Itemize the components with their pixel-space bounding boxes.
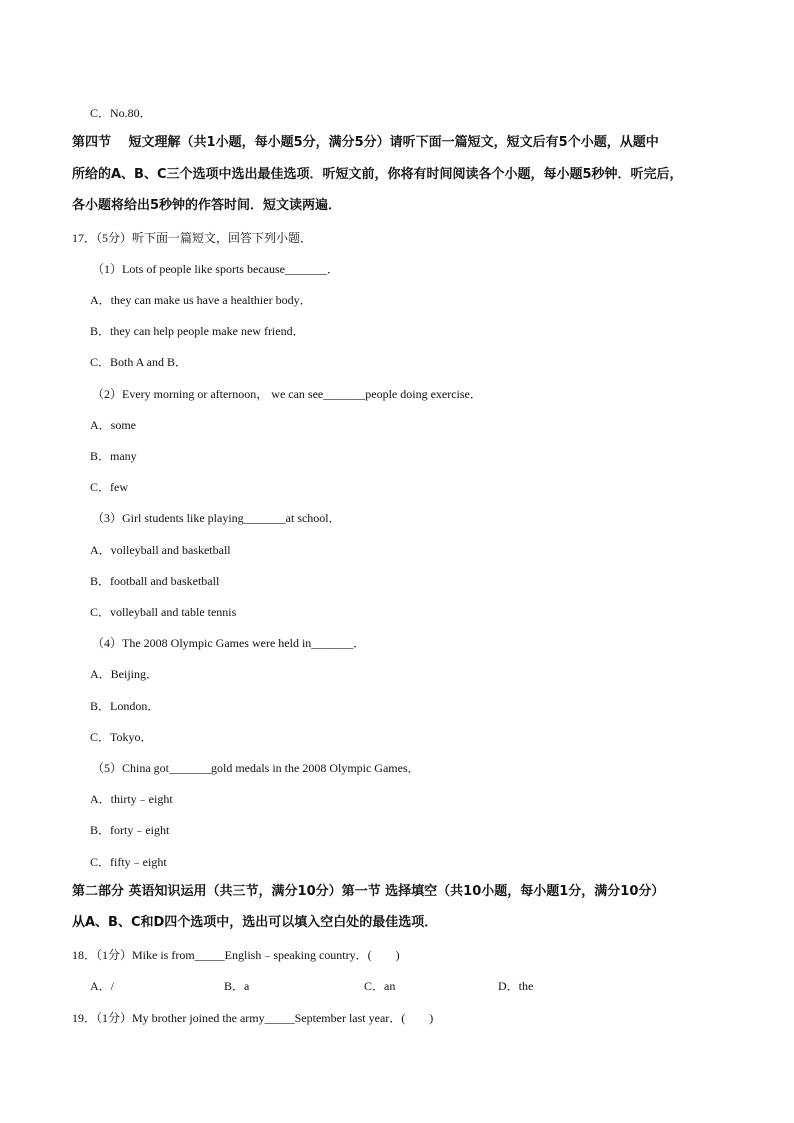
q17-sub1-option-b[interactable]: B．they can help people make new friend． (90, 324, 305, 338)
question-16-option-c: C．No.80． (90, 106, 152, 120)
q17-sub1-option-c[interactable]: C．Both A and B． (90, 355, 188, 369)
q17-sub5-option-c[interactable]: C．fifty﹣eight (90, 855, 167, 869)
question-18-stem: 18．（1分）Mike is from_____English﹣speaking country．( ) (72, 948, 400, 962)
section4-header-line3: 各小题将给出5秒钟的作答时间．短文读两遍． (72, 198, 342, 213)
q17-sub3-option-b[interactable]: B．football and basketball (90, 574, 220, 588)
q18-option-c[interactable]: C．an (364, 979, 396, 993)
question-19-stem: 19．（1分）My brother joined the army_____September last year．( ) (72, 1011, 434, 1025)
q17-sub1-stem: （1）Lots of people like sports because_______． (92, 262, 339, 276)
q18-option-d[interactable]: D．the (498, 979, 534, 993)
part2-header-line2: 从A、B、C和D四个选项中，选出可以填入空白处的最佳选项． (72, 915, 438, 930)
q17-sub1-option-a[interactable]: A．they can make us have a healthier body． (90, 293, 312, 307)
q17-sub5-option-a[interactable]: A．thirty﹣eight (90, 792, 173, 806)
q17-sub3-option-a[interactable]: A．volleyball and basketball (90, 543, 231, 557)
q17-sub2-stem: （2）Every morning or afternoon， we can see_______people doing exercise． (92, 387, 482, 401)
q17-sub5-option-b[interactable]: B．forty﹣eight (90, 823, 170, 837)
section4-header-line1: 第四节 短文理解（共1小题，每小题5分，满分5分）请听下面一篇短文，短文后有5个小题，从题中 (72, 135, 659, 150)
q17-sub4-option-a[interactable]: A．Beijing． (90, 667, 158, 681)
q17-sub5-stem: （5）China got_______gold medals in the 2008 Olympic Games． (92, 761, 420, 775)
q17-sub2-option-b[interactable]: B．many (90, 449, 137, 463)
q17-sub4-stem: （4）The 2008 Olympic Games were held in_______． (92, 636, 366, 650)
q18-option-b[interactable]: B．a (224, 979, 250, 993)
q17-sub4-option-b[interactable]: B．London． (90, 699, 160, 713)
q18-option-a[interactable]: A．/ (90, 979, 115, 993)
part2-header-line1: 第二部分 英语知识运用（共三节，满分10分）第一节 选择填空（共10小题，每小题1分，满分10分） (72, 884, 665, 899)
q17-sub3-stem: （3）Girl students like playing_______at school． (92, 511, 341, 525)
q17-sub3-option-c[interactable]: C．volleyball and table tennis (90, 605, 237, 619)
q17-sub2-option-a[interactable]: A．some (90, 418, 136, 432)
section4-header-line2: 所给的A、B、C三个选项中选出最佳选项．听短文前，你将有时间阅读各个小题，每小题5秒钟．听完后， (72, 167, 683, 182)
question-17-stem: 17．（5分）听下面一篇短文，回答下列小题． (72, 231, 313, 245)
q17-sub2-option-c[interactable]: C．few (90, 480, 128, 494)
q17-sub4-option-c[interactable]: C．Tokyo． (90, 730, 153, 744)
